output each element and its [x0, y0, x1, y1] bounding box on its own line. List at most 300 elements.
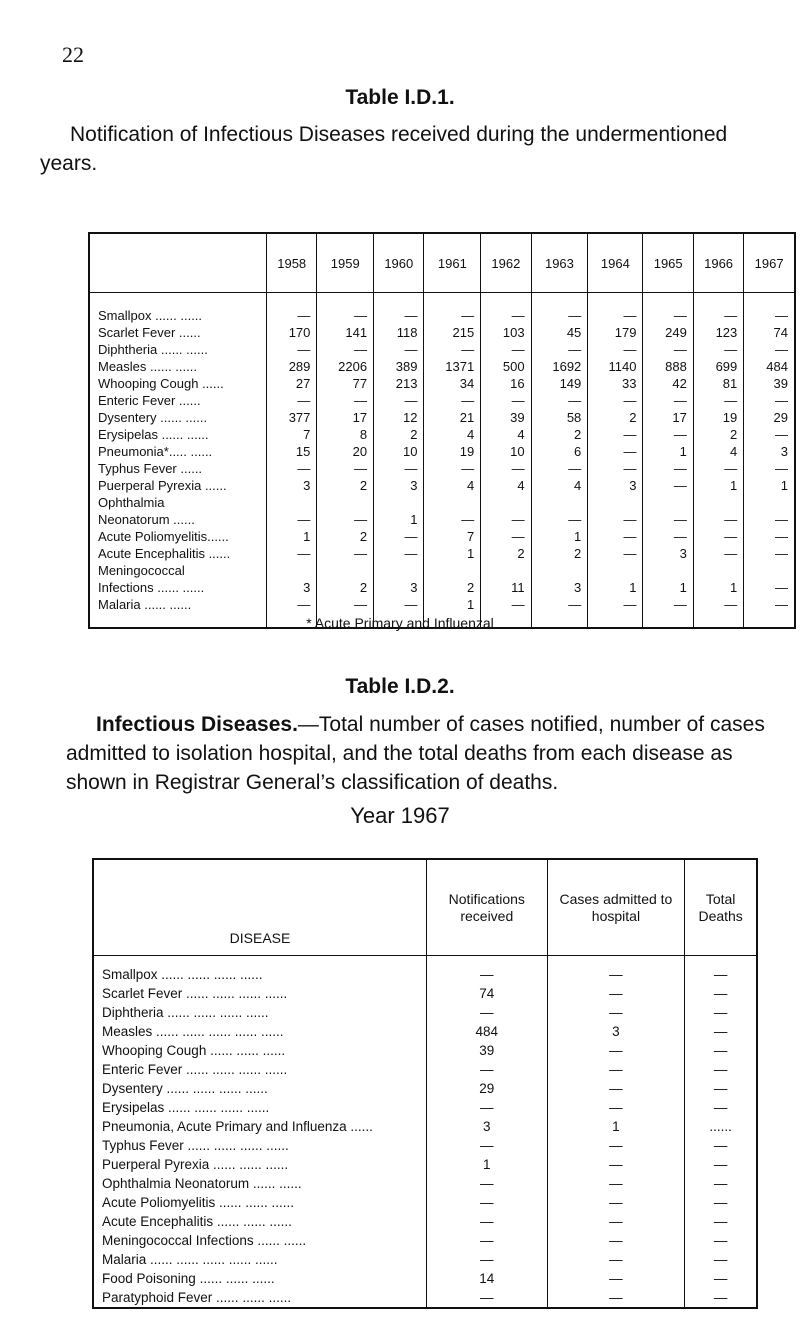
table1-cell: 2	[588, 409, 643, 426]
table2-row	[93, 1212, 757, 1231]
table1-cell: 215	[424, 324, 481, 341]
table2-cell: —	[427, 1288, 548, 1308]
table2-cell: —	[427, 1250, 548, 1269]
table1-cell: —	[374, 528, 424, 545]
table1-cell	[481, 494, 531, 511]
table1-cell: 19	[693, 409, 743, 426]
table1-cell: —	[374, 460, 424, 477]
table1-cell	[744, 494, 795, 511]
table1-cell: 20	[317, 443, 374, 460]
table1-row-label: Smallpox ...... ......	[98, 308, 203, 323]
table1-cell: —	[531, 341, 588, 358]
table1-cell: 34	[424, 375, 481, 392]
table2-row	[93, 1288, 757, 1308]
table2-row-label: Food Poisoning ...... ...... ......	[102, 1271, 275, 1286]
table1-cell: 4	[531, 477, 588, 494]
table1-cell: —	[481, 293, 531, 325]
table1-cell: 29	[744, 409, 795, 426]
table1-cell: 1	[693, 477, 743, 494]
table1-cell: —	[588, 443, 643, 460]
table2-cell: —	[685, 1250, 757, 1269]
table2-cell: —	[547, 1193, 685, 1212]
table2-row	[93, 1174, 757, 1193]
table1-row-label: Dysentery ...... ......	[98, 410, 208, 425]
table2-cell: —	[427, 1231, 548, 1250]
table1-row	[89, 409, 795, 426]
table2-cell: —	[547, 1212, 685, 1231]
table1-header-row	[89, 233, 795, 293]
table2-row-label: Erysipelas ...... ...... ...... ......	[102, 1100, 270, 1115]
table2-cell: 74	[427, 984, 548, 1003]
table1-cell	[424, 562, 481, 579]
table1-row	[89, 494, 795, 511]
table1-row-label: Malaria ...... ......	[98, 597, 192, 612]
table1-row	[89, 324, 795, 341]
table2-cell: —	[685, 1174, 757, 1193]
table1-cell: 19	[424, 443, 481, 460]
table2-row-label: Acute Encephalitis ...... ...... ......	[102, 1214, 292, 1229]
table1-row	[89, 426, 795, 443]
table2-cell: —	[685, 956, 757, 985]
table1-cell: —	[643, 426, 693, 443]
table1-cell: 3	[267, 579, 317, 596]
table1-cell	[588, 494, 643, 511]
table1-year-header: 1958	[267, 233, 317, 293]
table1-cell: —	[424, 392, 481, 409]
table1-cell: —	[693, 460, 743, 477]
table2-cell: 1	[427, 1155, 548, 1174]
table1-cell: 1	[424, 545, 481, 562]
table1-cell: 141	[317, 324, 374, 341]
table2-cell: —	[547, 1098, 685, 1117]
table1-row	[89, 341, 795, 358]
table1-cell: —	[744, 392, 795, 409]
table1-notifications-by-year	[88, 232, 796, 629]
table1-cell: 1	[744, 477, 795, 494]
table1-cell: 249	[643, 324, 693, 341]
table1-cell: 2	[481, 545, 531, 562]
table1-row-label: Measles ...... ......	[98, 359, 197, 374]
table1-cell: 500	[481, 358, 531, 375]
table2-row	[93, 1060, 757, 1079]
table1-row-label: Meningococcal	[98, 563, 185, 578]
table1-cell: —	[267, 545, 317, 562]
table2-row-label: Meningococcal Infections ...... ......	[102, 1233, 307, 1248]
table1-cell: —	[317, 460, 374, 477]
table2-row	[93, 1231, 757, 1250]
table1-cell: —	[267, 596, 317, 628]
table1-cell: —	[693, 545, 743, 562]
table2-cell: —	[547, 1174, 685, 1193]
table1-cell: —	[374, 341, 424, 358]
table1-cell: 8	[317, 426, 374, 443]
table2-row-label: Enteric Fever ...... ...... ...... ......	[102, 1062, 288, 1077]
table1-cell: 4	[424, 477, 481, 494]
table1-cell	[643, 562, 693, 579]
table1-cell: —	[744, 426, 795, 443]
table1-row	[89, 443, 795, 460]
table1-year-header: 1963	[531, 233, 588, 293]
table2-cell: 484	[427, 1022, 548, 1041]
table1-cell: 103	[481, 324, 531, 341]
table2-cell: —	[685, 1269, 757, 1288]
table1-cell: 4	[424, 426, 481, 443]
table1-cell: 3	[588, 477, 643, 494]
table1-row-label: Neonatorum ......	[98, 512, 195, 527]
table1-year-header: 1961	[424, 233, 481, 293]
table1-cell: —	[374, 392, 424, 409]
table1-row	[89, 460, 795, 477]
table1-cell: 1	[693, 579, 743, 596]
table2-row-label: Whooping Cough ...... ...... ......	[102, 1043, 286, 1058]
table1-cell: —	[744, 460, 795, 477]
table1-cell: 213	[374, 375, 424, 392]
table1-cell: 1	[588, 579, 643, 596]
table1-cell: 81	[693, 375, 743, 392]
table2-row	[93, 1136, 757, 1155]
table2-cell: 14	[427, 1269, 548, 1288]
table1-cell: 170	[267, 324, 317, 341]
table2-cell: —	[547, 1079, 685, 1098]
table1-cell: 3	[267, 477, 317, 494]
table1-cell: —	[744, 511, 795, 528]
table2-cell: —	[685, 1231, 757, 1250]
table1-row-label: Ophthalmia	[98, 495, 165, 510]
table1-cell: 74	[744, 324, 795, 341]
table1-cell: 7	[267, 426, 317, 443]
table1-cell: 1	[424, 596, 481, 628]
table2-cell: —	[685, 1155, 757, 1174]
table1-row-label: Puerperal Pyrexia ......	[98, 478, 227, 493]
table2-row-label: Typhus Fever ...... ...... ...... ......	[102, 1138, 289, 1153]
table1-corner-cell	[89, 233, 267, 293]
table1-row-label: Enteric Fever ......	[98, 393, 201, 408]
table1-row	[89, 375, 795, 392]
table2-cell: —	[427, 1098, 548, 1117]
table1-cell: —	[317, 511, 374, 528]
table1-cell	[317, 494, 374, 511]
table1-cell: —	[531, 460, 588, 477]
table1-cell	[424, 494, 481, 511]
table1-cell: 77	[317, 375, 374, 392]
table1-cell: —	[744, 545, 795, 562]
table2-cell: 1	[547, 1117, 685, 1136]
table1-cell: —	[588, 545, 643, 562]
table1-cell: —	[531, 511, 588, 528]
table1-year-header: 1965	[643, 233, 693, 293]
table1-cell: —	[588, 511, 643, 528]
table2-cell: —	[547, 1288, 685, 1308]
table1-row	[89, 545, 795, 562]
table2-header-admitted: Cases admitted to hospital	[547, 859, 685, 956]
table1-cell: 3	[744, 443, 795, 460]
table1-cell: —	[588, 392, 643, 409]
table1-cell: —	[424, 341, 481, 358]
table2-row	[93, 1250, 757, 1269]
table1-cell: 39	[744, 375, 795, 392]
table1-cell: 118	[374, 324, 424, 341]
table1-cell	[374, 494, 424, 511]
table1-cell: 1	[374, 511, 424, 528]
table1-cell	[267, 494, 317, 511]
table1-cell: —	[643, 511, 693, 528]
table1-cell: —	[744, 596, 795, 628]
table2-cell: ......	[685, 1117, 757, 1136]
table1-cell: —	[317, 392, 374, 409]
table1-footnote: * Acute Primary and Influenzal	[306, 615, 494, 631]
table1-cell: 2	[693, 426, 743, 443]
table1-cell	[374, 562, 424, 579]
table1-cell: 17	[643, 409, 693, 426]
table1-cell: 2206	[317, 358, 374, 375]
table1-cell: —	[693, 511, 743, 528]
table2-cell: —	[427, 1174, 548, 1193]
table1-cell	[317, 562, 374, 579]
table2-cell: —	[685, 1098, 757, 1117]
table1-cell: —	[531, 596, 588, 628]
table1-cell: 27	[267, 375, 317, 392]
table1-cell	[531, 494, 588, 511]
table1-row	[89, 562, 795, 579]
table1-cell: 2	[317, 477, 374, 494]
table2-cell: —	[685, 1193, 757, 1212]
table1-cell: —	[693, 596, 743, 628]
table1-cell: —	[424, 460, 481, 477]
table1-cell: —	[267, 293, 317, 325]
table1-cell: 15	[267, 443, 317, 460]
table1-year-header: 1962	[481, 233, 531, 293]
table1-row-label: Diphtheria ...... ......	[98, 342, 208, 357]
table2-row-label: Paratyphoid Fever ...... ...... ......	[102, 1290, 292, 1305]
table1-cell: —	[588, 528, 643, 545]
table1-cell: 33	[588, 375, 643, 392]
table1-cell	[693, 562, 743, 579]
table2-cell: —	[427, 1060, 548, 1079]
table1-cell: 2	[317, 528, 374, 545]
table1-cell	[267, 562, 317, 579]
table2-row	[93, 984, 757, 1003]
table2-cell: —	[427, 1136, 548, 1155]
table1-body	[89, 293, 795, 629]
table1-cell: —	[317, 545, 374, 562]
table1-cell: 1	[267, 528, 317, 545]
table1-cell: 377	[267, 409, 317, 426]
table1-cell: —	[317, 341, 374, 358]
table1-cell: —	[693, 341, 743, 358]
table1-caption: Notification of Infectious Diseases received during the undermentioned years.	[40, 123, 728, 175]
table1-cell: 3	[374, 579, 424, 596]
table2-cell: —	[547, 1060, 685, 1079]
table2-row	[93, 956, 757, 985]
table1-year-header: 1967	[744, 233, 795, 293]
table1-cell: 1692	[531, 358, 588, 375]
table1-cell: 3	[531, 579, 588, 596]
table1-cell: —	[744, 293, 795, 325]
table1-row	[89, 358, 795, 375]
table1-cell: 10	[481, 443, 531, 460]
table1-cell: —	[374, 293, 424, 325]
table2-row	[93, 1193, 757, 1212]
table1-row-label: Acute Encephalitis ......	[98, 546, 231, 561]
table2-disease-summary	[92, 858, 758, 1309]
table1-cell: 1	[531, 528, 588, 545]
table2-cell: —	[685, 1212, 757, 1231]
table1-cell: 2	[531, 426, 588, 443]
table2-row	[93, 1003, 757, 1022]
table2-cell: —	[427, 1003, 548, 1022]
table2-row-label: Pneumonia, Acute Primary and Influenza ......	[102, 1119, 373, 1134]
table1-cell: 6	[531, 443, 588, 460]
table1-cell: —	[317, 596, 374, 628]
page-number: 22	[62, 42, 84, 67]
table1-cell: —	[481, 341, 531, 358]
table2-cell: —	[685, 1079, 757, 1098]
table1-cell: —	[588, 426, 643, 443]
table1-cell: 149	[531, 375, 588, 392]
table1-year-header: 1959	[317, 233, 374, 293]
table1-cell: 3	[643, 545, 693, 562]
table1-cell: —	[744, 341, 795, 358]
table1-cell: —	[424, 293, 481, 325]
table2-cell: —	[685, 1022, 757, 1041]
table2-row	[93, 1079, 757, 1098]
table1-cell: —	[588, 341, 643, 358]
table2-caption-text: —Total number of cases notified, number of cases admitted to isolation hospital, and the total deaths from each disease as shown in Registrar General’s classification of deaths.	[66, 713, 765, 794]
table1-cell: —	[374, 596, 424, 628]
table1-cell: 4	[481, 477, 531, 494]
table1-row-label: Scarlet Fever ......	[98, 325, 201, 340]
table1-cell: —	[481, 392, 531, 409]
table1-row-label: Infections ...... ......	[98, 580, 205, 595]
table1-cell: 3	[374, 477, 424, 494]
table1-cell: 11	[481, 579, 531, 596]
table1-row	[89, 477, 795, 494]
table2-header-deaths: Total Deaths	[685, 859, 757, 956]
table1-row-label: Acute Poliomyelitis......	[98, 529, 229, 544]
table2-row	[93, 1022, 757, 1041]
table1-row	[89, 392, 795, 409]
table1-cell: —	[481, 511, 531, 528]
table2-cell: 39	[427, 1041, 548, 1060]
table1-cell	[643, 494, 693, 511]
table2-cell: —	[547, 1041, 685, 1060]
table1-cell: 17	[317, 409, 374, 426]
table2-row	[93, 1155, 757, 1174]
table2-row-label: Acute Poliomyelitis ...... ...... ......	[102, 1195, 295, 1210]
table1-cell	[588, 562, 643, 579]
table1-row-label: Erysipelas ...... ......	[98, 427, 209, 442]
table1-cell: 7	[424, 528, 481, 545]
table1-cell: 2	[317, 579, 374, 596]
table1-cell: —	[744, 528, 795, 545]
table1-cell: —	[531, 392, 588, 409]
table2-caption-bold: Infectious Diseases.	[96, 713, 298, 736]
table2-cell: —	[685, 1060, 757, 1079]
table1-cell: 2	[531, 545, 588, 562]
table1-cell: —	[481, 596, 531, 628]
table1-cell: 1	[643, 579, 693, 596]
table2-row-label: Diphtheria ...... ...... ...... ......	[102, 1005, 269, 1020]
table1-cell: 12	[374, 409, 424, 426]
table1-row-label: Whooping Cough ......	[98, 376, 224, 391]
table2-cell: —	[427, 1212, 548, 1231]
table1-cell: —	[374, 545, 424, 562]
table1-cell: 16	[481, 375, 531, 392]
table1-cell	[531, 562, 588, 579]
table2-cell: 3	[547, 1022, 685, 1041]
table2-cell: —	[547, 1231, 685, 1250]
table1-cell: 2	[374, 426, 424, 443]
table1-cell: 888	[643, 358, 693, 375]
table1-cell: —	[643, 528, 693, 545]
table1-cell: 42	[643, 375, 693, 392]
table2-row	[93, 1117, 757, 1136]
table2-row-label: Puerperal Pyrexia ...... ...... ......	[102, 1157, 289, 1172]
table1-cell: 123	[693, 324, 743, 341]
table1-cell: —	[643, 460, 693, 477]
table1-cell: —	[481, 460, 531, 477]
table2-cell: 29	[427, 1079, 548, 1098]
table1-cell: 58	[531, 409, 588, 426]
table1-cell: —	[643, 341, 693, 358]
table2-row-label: Measles ...... ...... ...... ...... ......	[102, 1024, 284, 1039]
table1-cell: 484	[744, 358, 795, 375]
table1-cell	[744, 562, 795, 579]
table1-cell: 1371	[424, 358, 481, 375]
table2-title: Table I.D.2.	[345, 675, 455, 698]
table1-cell: 45	[531, 324, 588, 341]
table1-cell: —	[317, 293, 374, 325]
table1-cell: 1	[643, 443, 693, 460]
table1-cell: —	[744, 579, 795, 596]
table2-year-label: Year 1967	[350, 803, 450, 828]
table1-cell: 2	[424, 579, 481, 596]
table1-cell: —	[267, 460, 317, 477]
table1-cell: —	[267, 511, 317, 528]
table2-row-label: Smallpox ...... ...... ...... ......	[102, 967, 263, 982]
table1-cell: 1140	[588, 358, 643, 375]
table2-row	[93, 1098, 757, 1117]
table1-cell: 10	[374, 443, 424, 460]
table2-cell: —	[427, 956, 548, 985]
table1-cell: 4	[481, 426, 531, 443]
table1-cell: 289	[267, 358, 317, 375]
table1-cell: —	[588, 293, 643, 325]
table2-header-notifications: Notifications received	[427, 859, 548, 956]
table1-cell: —	[588, 460, 643, 477]
table2-cell: 3	[427, 1117, 548, 1136]
table1-cell: —	[643, 477, 693, 494]
table1-cell: —	[643, 392, 693, 409]
table1-title: Table I.D.1.	[345, 86, 455, 109]
table2-header-row	[93, 859, 757, 956]
table1-cell: 389	[374, 358, 424, 375]
table1-row-label: Pneumonia*..... ......	[98, 444, 213, 459]
table2-caption	[66, 710, 786, 797]
table1-cell: —	[693, 528, 743, 545]
table1-cell: —	[481, 528, 531, 545]
table2-cell: —	[547, 1269, 685, 1288]
table1-year-header: 1964	[588, 233, 643, 293]
table1-cell: —	[643, 596, 693, 628]
table1-cell: —	[531, 293, 588, 325]
table2-row-label: Scarlet Fever ...... ...... ...... ......	[102, 986, 288, 1001]
table1-year-header: 1966	[693, 233, 743, 293]
table1-cell: 39	[481, 409, 531, 426]
table2-row-label: Dysentery ...... ...... ...... ......	[102, 1081, 268, 1096]
table1-cell: —	[267, 341, 317, 358]
table1-cell: 21	[424, 409, 481, 426]
